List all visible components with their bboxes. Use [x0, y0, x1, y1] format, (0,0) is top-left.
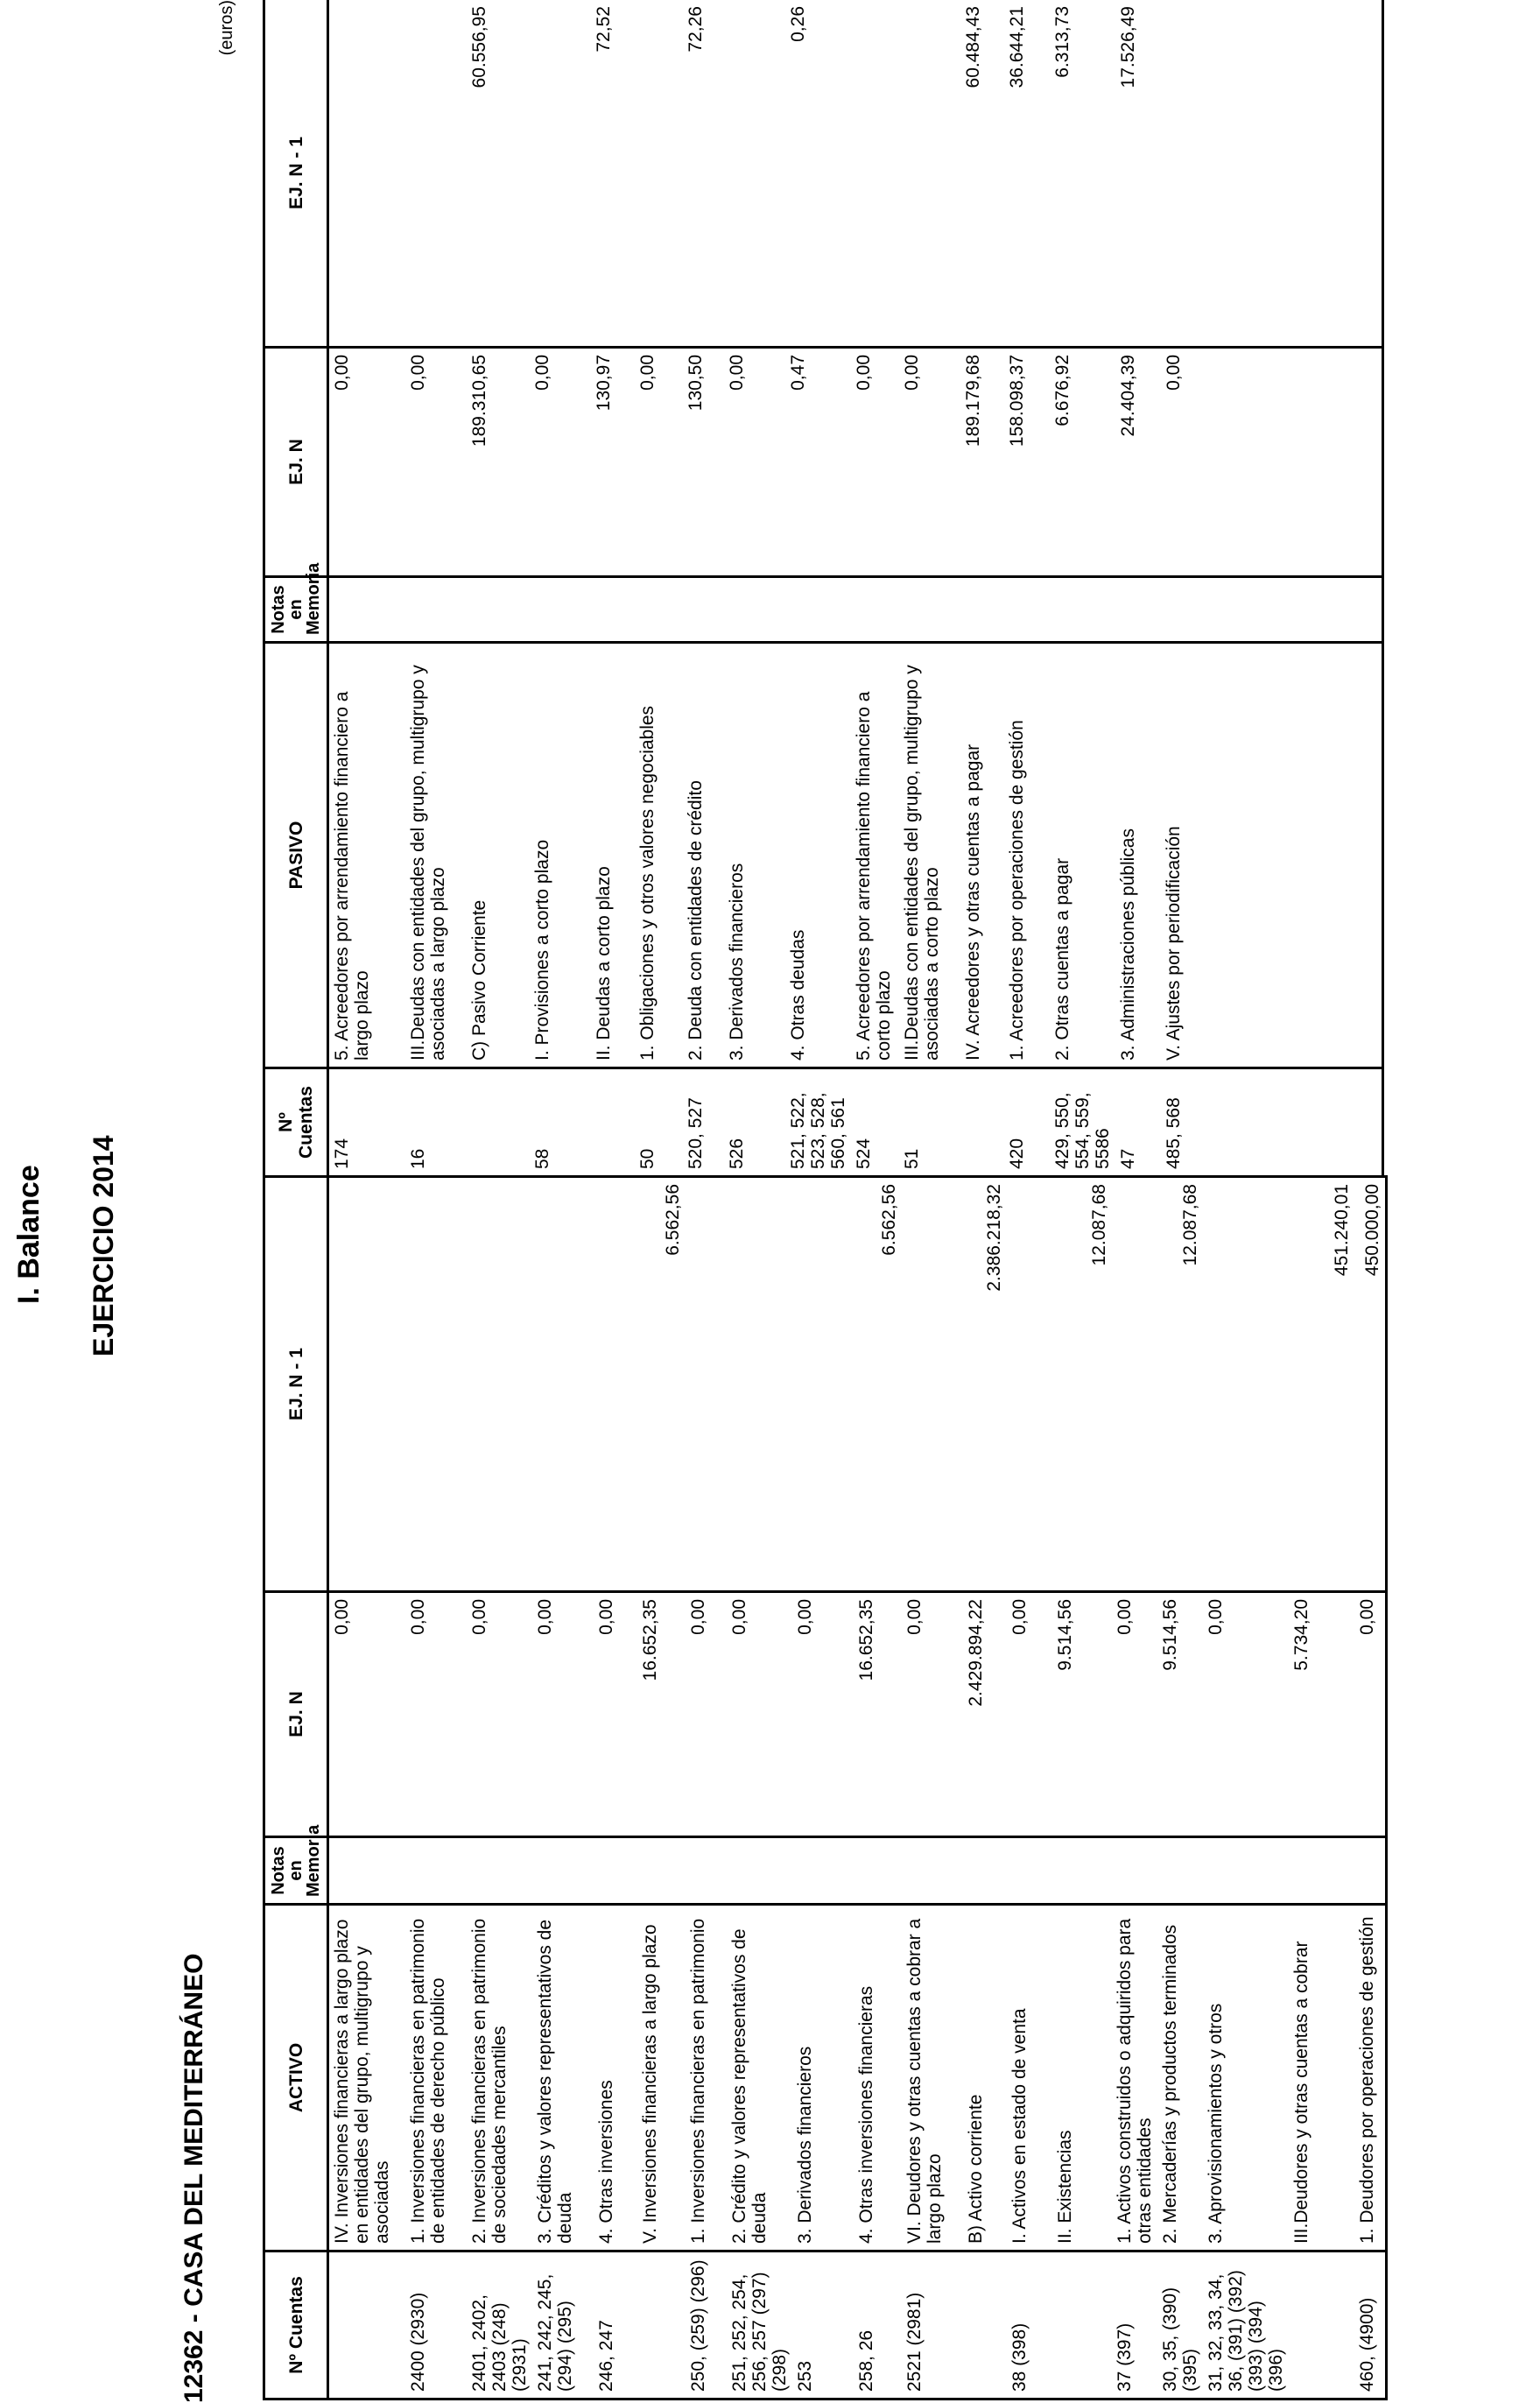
pasivo-col-n1: EJ. N - 1	[264, 0, 328, 348]
pasivo-col-label: PASIVO	[264, 643, 328, 1068]
activo-value-current-year: 9.514,56	[1052, 1592, 1112, 1837]
activo-line-item-label: III.Deudores y otras cuentas a cobrar	[1289, 1905, 1354, 2251]
activo-account-codes: 246, 247	[594, 2251, 637, 2399]
pasivo-row	[1206, 0, 1285, 1177]
pasivo-body	[328, 0, 1383, 1177]
activo-value-current-year: 5.734,20	[1289, 1592, 1354, 1837]
pasivo-value-current-year: 130,97	[591, 348, 635, 577]
pasivo-account-codes: 429, 550, 554, 559, 5586	[1050, 1068, 1115, 1177]
activo-value-current-year: 0,00	[594, 1592, 637, 1837]
activo-notes-cell	[1354, 1837, 1387, 1905]
activo-value-prior-year	[405, 1177, 467, 1592]
pasivo-value-current-year: 0,00	[530, 348, 591, 577]
pasivo-row	[530, 0, 591, 1177]
activo-value-current-year: 9.514,56	[1157, 1592, 1203, 1837]
pasivo-notes-cell	[405, 577, 467, 643]
pasivo-col-accounts: Nº Cuentas	[264, 1068, 328, 1177]
pasivo-value-current-year: 0,00	[328, 348, 405, 577]
activo-value-current-year: 0,00	[467, 1592, 532, 1837]
pasivo-value-current-year: 0,00	[635, 348, 683, 577]
pasivo-account-codes: 16	[405, 1068, 467, 1177]
activo-value-prior-year	[594, 1177, 637, 1592]
activo-value-prior-year: 12.087,68	[1157, 1177, 1203, 1592]
pasivo-notes-cell	[1004, 577, 1050, 643]
pasivo-account-codes: 524	[851, 1068, 899, 1177]
pasivo-line-item-label: 4. Otras deudas	[785, 643, 851, 1068]
activo-value-prior-year	[1112, 1177, 1157, 1592]
pasivo-value-prior-year: 17.526,49	[1115, 0, 1161, 348]
activo-value-current-year: 0,00	[686, 1592, 727, 1837]
activo-account-codes: 2400 (2930)	[405, 2251, 467, 2399]
pasivo-value-prior-year: 6.313,73	[1050, 0, 1115, 348]
pasivo-account-codes	[1351, 1068, 1383, 1177]
pasivo-row	[328, 0, 405, 1177]
activo-row	[467, 1177, 532, 2399]
pasivo-row	[724, 0, 785, 1177]
activo-value-current-year: 0,00	[1354, 1592, 1387, 1837]
activo-value-prior-year: 12.087,68	[1052, 1177, 1112, 1592]
activo-header-row	[264, 1177, 328, 2399]
activo-account-codes: 30, 35, (390) (395)	[1157, 2251, 1203, 2399]
pasivo-line-item-label: C) Pasivo Corriente	[467, 643, 530, 1068]
pasivo-account-codes	[960, 1068, 1004, 1177]
pasivo-value-current-year: 0,00	[724, 348, 785, 577]
activo-value-current-year: 0,00	[405, 1592, 467, 1837]
activo-value-current-year: 16.652,35	[637, 1592, 686, 1837]
pasivo-value-prior-year: 60.484,43	[960, 0, 1004, 348]
pasivo-value-current-year: 0,00	[851, 348, 899, 577]
activo-account-codes: 37 (397)	[1112, 2251, 1157, 2399]
activo-notes-cell	[1007, 1837, 1052, 1905]
pasivo-value-prior-year	[405, 0, 467, 348]
pasivo-notes-cell	[1206, 577, 1285, 643]
activo-value-current-year: 0,00	[1007, 1592, 1052, 1837]
activo-value-current-year: 0,00	[902, 1592, 963, 1837]
activo-value-prior-year: 6.562,56	[637, 1177, 686, 1592]
pasivo-row	[1285, 0, 1351, 1177]
pasivo-line-item-label: 2. Deuda con entidades de crédito	[683, 643, 724, 1068]
activo-notes-cell	[1203, 1837, 1289, 1905]
activo-notes-cell	[637, 1837, 686, 1905]
activo-line-item-label: 2. Inversiones financieras en patrimonio de sociedades mercantiles	[467, 1905, 532, 2251]
pasivo-account-codes: 521, 522, 523, 528, 560, 561	[785, 1068, 851, 1177]
activo-line-item-label: 3. Créditos y valores representativos de deuda	[532, 1905, 594, 2251]
activo-row	[1007, 1177, 1052, 2399]
pasivo-line-item-label: 3. Derivados financieros	[724, 643, 785, 1068]
pasivo-row	[683, 0, 724, 1177]
pasivo-notes-cell	[899, 577, 960, 643]
pasivo-row	[960, 0, 1004, 1177]
pasivo-line-item-label: 1. Obligaciones y otros valores negociables	[635, 643, 683, 1068]
activo-row	[1157, 1177, 1203, 2399]
activo-value-prior-year	[727, 1177, 792, 1592]
activo-row	[792, 1177, 854, 2399]
activo-col-n: EJ. N	[264, 1592, 328, 1837]
activo-row	[963, 1177, 1007, 2399]
activo-body	[328, 1177, 1387, 2399]
pasivo-line-item-label: 5. Acreedores por arrendamiento financiero a corto plazo	[851, 643, 899, 1068]
activo-row	[686, 1177, 727, 2399]
activo-row	[328, 1177, 405, 2399]
pasivo-row	[851, 0, 899, 1177]
activo-account-codes	[963, 2251, 1007, 2399]
pasivo-value-prior-year: 72,52	[591, 0, 635, 348]
pasivo-row	[1161, 0, 1206, 1177]
activo-account-codes	[637, 2251, 686, 2399]
activo-account-codes: 251, 252, 254, 256, 257 (297) (298)	[727, 2251, 792, 2399]
activo-account-codes: 258, 26	[854, 2251, 902, 2399]
pasivo-value-current-year	[1285, 348, 1351, 577]
pasivo-line-item-label	[1206, 643, 1285, 1068]
pasivo-notes-cell	[467, 577, 530, 643]
pasivo-line-item-label: IV. Acreedores y otras cuentas a pagar	[960, 643, 1004, 1068]
activo-line-item-label: 3. Derivados financieros	[792, 1905, 854, 2251]
activo-notes-cell	[467, 1837, 532, 1905]
activo-value-prior-year	[902, 1177, 963, 1592]
activo-account-codes	[1289, 2251, 1354, 2399]
pasivo-notes-cell	[1351, 577, 1383, 643]
pasivo-notes-cell	[683, 577, 724, 643]
pasivo-line-item-label: 2. Otras cuentas a pagar	[1050, 643, 1115, 1068]
pasivo-row	[635, 0, 683, 1177]
pasivo-value-current-year: 0,00	[899, 348, 960, 577]
pasivo-line-item-label: I. Provisiones a corto plazo	[530, 643, 591, 1068]
pasivo-value-prior-year	[724, 0, 785, 348]
activo-line-item-label: V. Inversiones financieras a largo plazo	[637, 1905, 686, 2251]
pasivo-value-prior-year: 72,26	[683, 0, 724, 348]
activo-account-codes: 38 (398)	[1007, 2251, 1052, 2399]
pasivo-row	[1115, 0, 1161, 1177]
pasivo-row	[467, 0, 530, 1177]
activo-line-item-label: 3. Aprovisionamientos y otros	[1203, 1905, 1289, 2251]
pasivo-col-notes: Notas en Memoria	[264, 577, 328, 643]
activo-notes-cell	[792, 1837, 854, 1905]
pasivo-row	[899, 0, 960, 1177]
activo-value-current-year: 0,00	[532, 1592, 594, 1837]
pasivo-header-row	[264, 0, 328, 1177]
pasivo-line-item-label: II. Deudas a corto plazo	[591, 643, 635, 1068]
activo-notes-cell	[328, 1837, 405, 1905]
activo-col-notes: Notas en Memoria	[264, 1837, 328, 1905]
pasivo-account-codes	[1285, 1068, 1351, 1177]
activo-notes-cell	[1052, 1837, 1112, 1905]
activo-account-codes	[328, 2251, 405, 2399]
activo-line-item-label: 1. Inversiones financieras en patrimonio de entidades de derecho público	[405, 1905, 467, 2251]
activo-row	[902, 1177, 963, 2399]
activo-account-codes	[1052, 2251, 1112, 2399]
activo-value-current-year: 0,00	[1112, 1592, 1157, 1837]
pasivo-notes-cell	[960, 577, 1004, 643]
activo-line-item-label: B) Activo corriente	[963, 1905, 1007, 2251]
activo-row	[532, 1177, 594, 2399]
pasivo-row	[1050, 0, 1115, 1177]
pasivo-account-codes: 51	[899, 1068, 960, 1177]
activo-row	[1052, 1177, 1112, 2399]
activo-notes-cell	[686, 1837, 727, 1905]
activo-line-item-label: 2. Crédito y valores representativos de deuda	[727, 1905, 792, 2251]
activo-value-prior-year: 451.240,01	[1289, 1177, 1354, 1592]
activo-row	[405, 1177, 467, 2399]
pasivo-value-prior-year	[1285, 0, 1351, 348]
pasivo-account-codes	[1206, 1068, 1285, 1177]
activo-value-prior-year: 6.562,56	[854, 1177, 902, 1592]
activo-account-codes: 2401, 2402, 2403 (248) (2931)	[467, 2251, 532, 2399]
pasivo-value-current-year: 0,47	[785, 348, 851, 577]
pasivo-value-current-year: 0,00	[1161, 348, 1206, 577]
activo-row	[637, 1177, 686, 2399]
pasivo-value-current-year: 189.179,68	[960, 348, 1004, 577]
pasivo-notes-cell	[530, 577, 591, 643]
pasivo-value-prior-year: 0,26	[785, 0, 851, 348]
pasivo-notes-cell	[1285, 577, 1351, 643]
activo-line-item-label: IV. Inversiones financieras a largo plazo en entidades del grupo, multigrupo y asociadas	[328, 1905, 405, 2251]
activo-line-item-label: 4. Otras inversiones financieras	[854, 1905, 902, 2251]
activo-value-prior-year	[1007, 1177, 1052, 1592]
pasivo-line-item-label: 1. Acreedores por operaciones de gestión	[1004, 643, 1050, 1068]
pasivo-account-codes	[467, 1068, 530, 1177]
activo-notes-cell	[1157, 1837, 1203, 1905]
pasivo-value-prior-year	[328, 0, 405, 348]
pasivo-row	[1004, 0, 1050, 1177]
activo-value-current-year: 0,00	[328, 1592, 405, 1837]
pasivo-value-current-year: 24.404,39	[1115, 348, 1161, 577]
activo-value-prior-year	[1203, 1177, 1289, 1592]
pasivo-notes-cell	[635, 577, 683, 643]
pasivo-account-codes: 174	[328, 1068, 405, 1177]
activo-line-item-label: 1. Deudores por operaciones de gestión	[1354, 1905, 1387, 2251]
pasivo-notes-cell	[785, 577, 851, 643]
activo-row	[727, 1177, 792, 2399]
entity-title: 12362 - CASA DEL MEDITERRÁNEO	[179, 1953, 208, 2403]
currency-label: (euros)	[217, 0, 236, 56]
pasivo-value-current-year: 130,50	[683, 348, 724, 577]
activo-account-codes: 2521 (2981)	[902, 2251, 963, 2399]
activo-row	[854, 1177, 902, 2399]
pasivo-value-prior-year: 60.556,95	[467, 0, 530, 348]
activo-value-current-year: 0,00	[727, 1592, 792, 1837]
pasivo-row	[591, 0, 635, 1177]
activo-col-n1: EJ. N - 1	[264, 1177, 328, 1592]
pasivo-line-item-label: III.Deudas con entidades del grupo, multigrupo y asociadas a largo plazo	[405, 643, 467, 1068]
activo-value-prior-year	[328, 1177, 405, 1592]
pasivo-value-prior-year	[899, 0, 960, 348]
activo-line-item-label: 2. Mercaderías y productos terminados	[1157, 1905, 1203, 2251]
activo-row	[1112, 1177, 1157, 2399]
pasivo-value-prior-year	[530, 0, 591, 348]
pasivo-line-item-label	[1351, 643, 1383, 1068]
pasivo-row	[785, 0, 851, 1177]
pasivo-value-current-year	[1206, 348, 1285, 577]
activo-value-current-year: 2.429.894,22	[963, 1592, 1007, 1837]
activo-table	[263, 1175, 1388, 2400]
pasivo-col-n: EJ. N	[264, 348, 328, 577]
activo-notes-cell	[594, 1837, 637, 1905]
activo-notes-cell	[963, 1837, 1007, 1905]
activo-line-item-label: II. Existencias	[1052, 1905, 1112, 2251]
pasivo-value-current-year: 189.310,65	[467, 348, 530, 577]
pasivo-notes-cell	[1161, 577, 1206, 643]
activo-notes-cell	[405, 1837, 467, 1905]
activo-account-codes: 31, 32, 33, 34, 36, (391) (392) (393) (394) (396)	[1203, 2251, 1289, 2399]
activo-account-codes: 460, (4900)	[1354, 2251, 1387, 2399]
pasivo-line-item-label: III.Deudas con entidades del grupo, multigrupo y asociadas a corto plazo	[899, 643, 960, 1068]
pasivo-notes-cell	[591, 577, 635, 643]
activo-notes-cell	[1289, 1837, 1354, 1905]
activo-account-codes: 241, 242, 245, (294) (295)	[532, 2251, 594, 2399]
exercise-title: EJERCICIO 2014	[88, 1135, 119, 1357]
activo-row	[594, 1177, 637, 2399]
activo-col-label: ACTIVO	[264, 1905, 328, 2251]
pasivo-line-item-label: V. Ajustes por periodificación	[1161, 643, 1206, 1068]
activo-notes-cell	[727, 1837, 792, 1905]
activo-notes-cell	[902, 1837, 963, 1905]
pasivo-value-current-year	[1351, 348, 1383, 577]
pasivo-row	[405, 0, 467, 1177]
pasivo-value-prior-year	[851, 0, 899, 348]
pasivo-account-codes: 520, 527	[683, 1068, 724, 1177]
activo-value-current-year: 0,00	[1203, 1592, 1289, 1837]
activo-line-item-label: I. Activos en estado de venta	[1007, 1905, 1052, 2251]
pasivo-value-prior-year: 36.644,21	[1004, 0, 1050, 348]
pasivo-value-current-year: 158.098,37	[1004, 348, 1050, 577]
activo-value-current-year: 0,00	[792, 1592, 854, 1837]
activo-line-item-label: VI. Deudores y otras cuentas a cobrar a largo plazo	[902, 1905, 963, 2251]
pasivo-value-prior-year	[1161, 0, 1206, 348]
activo-value-prior-year	[686, 1177, 727, 1592]
pasivo-account-codes	[591, 1068, 635, 1177]
pasivo-value-current-year: 0,00	[405, 348, 467, 577]
activo-line-item-label: 4. Otras inversiones	[594, 1905, 637, 2251]
pasivo-value-prior-year	[635, 0, 683, 348]
pasivo-account-codes: 420	[1004, 1068, 1050, 1177]
pasivo-line-item-label: 5. Acreedores por arrendamiento financiero a largo plazo	[328, 643, 405, 1068]
activo-account-codes: 253	[792, 2251, 854, 2399]
activo-notes-cell	[532, 1837, 594, 1905]
pasivo-account-codes: 58	[530, 1068, 591, 1177]
activo-account-codes: 250, (259) (296)	[686, 2251, 727, 2399]
activo-row	[1203, 1177, 1289, 2399]
pasivo-notes-cell	[1050, 577, 1115, 643]
pasivo-account-codes: 526	[724, 1068, 785, 1177]
activo-notes-cell	[1112, 1837, 1157, 1905]
pasivo-notes-cell	[328, 577, 405, 643]
activo-line-item-label: 1. Activos construidos o adquiridos para otras entidades	[1112, 1905, 1157, 2251]
activo-value-prior-year	[792, 1177, 854, 1592]
pasivo-account-codes: 50	[635, 1068, 683, 1177]
pasivo-notes-cell	[724, 577, 785, 643]
activo-value-prior-year	[532, 1177, 594, 1592]
pasivo-value-prior-year	[1351, 0, 1383, 348]
pasivo-value-current-year: 6.676,92	[1050, 348, 1115, 577]
activo-value-prior-year: 2.386.218,32	[963, 1177, 1007, 1592]
pasivo-line-item-label	[1285, 643, 1351, 1068]
pasivo-account-codes: 485, 568	[1161, 1068, 1206, 1177]
page-title: I. Balance	[12, 1165, 46, 1304]
activo-value-prior-year: 450.000,00	[1354, 1177, 1387, 1592]
pasivo-row	[1351, 0, 1383, 1177]
activo-row	[1354, 1177, 1387, 2399]
activo-notes-cell	[854, 1837, 902, 1905]
pasivo-table	[263, 0, 1384, 1178]
activo-value-current-year: 16.652,35	[854, 1592, 902, 1837]
activo-value-prior-year	[467, 1177, 532, 1592]
pasivo-account-codes: 47	[1115, 1068, 1161, 1177]
pasivo-notes-cell	[1115, 577, 1161, 643]
pasivo-notes-cell	[851, 577, 899, 643]
activo-line-item-label: 1. Inversiones financieras en patrimonio	[686, 1905, 727, 2251]
pasivo-line-item-label: 3. Administraciones públicas	[1115, 643, 1161, 1068]
pasivo-value-prior-year	[1206, 0, 1285, 348]
activo-col-accounts: Nº Cuentas	[264, 2251, 328, 2399]
activo-row	[1289, 1177, 1354, 2399]
